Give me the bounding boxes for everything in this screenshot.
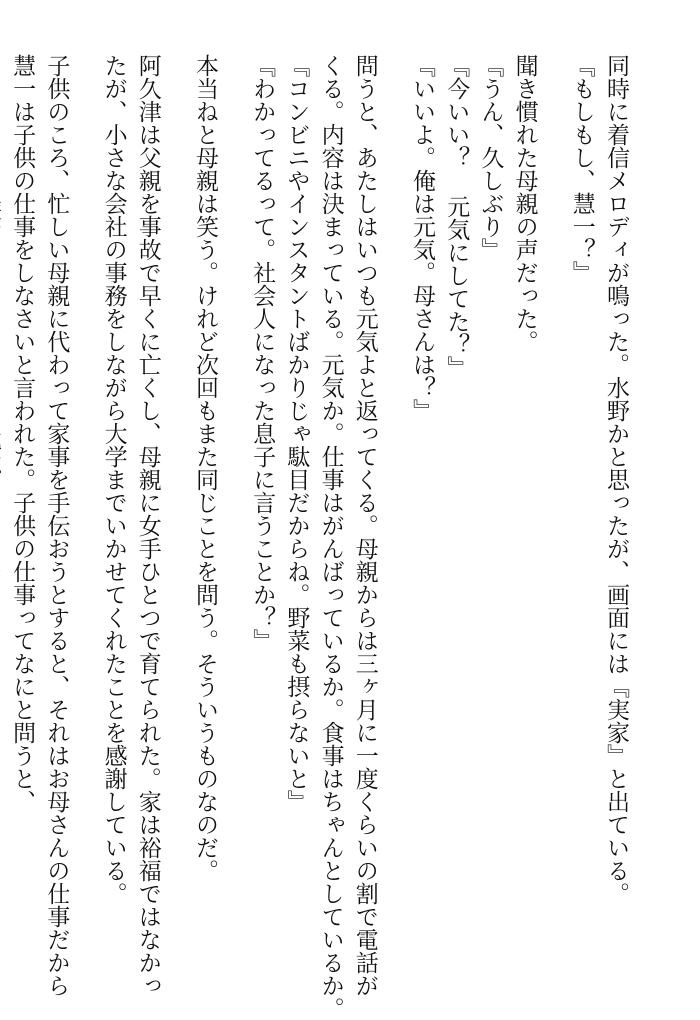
text-line (0, 54, 5, 954)
text-line: 『いいよ。俺は元気。母さんは？』 (408, 54, 435, 422)
text-line: 『今いい？ 元気にしてた？』 (443, 54, 470, 379)
text-line: 『わかってるって。社会人になった息子に言うことか？』 (249, 54, 276, 652)
text-line: 慧一は子供の仕事をしなさいと言われた。子供の仕事ってなにと問うと、 (9, 54, 36, 813)
text-line: 同時に着信メロディが鳴った。水野かと思ったが、画面には『実家』と出ている。 (603, 54, 629, 905)
text-line: 阿久津は父親を事故で早くに亡くし、母親に女手ひとつで育てられた。家は裕福ではなかっ (134, 54, 161, 997)
text-line: くる。内容は決まっている。元気か。仕事はがんばっているか。食事はちゃんとしているか。 (317, 54, 344, 1020)
text-line: 『もしもし、慧一？』 (568, 54, 595, 284)
text-line: 聞き慣れた母親の声だった。 (511, 54, 538, 353)
text-line: 『コンビニやインスタントばかりじゃ駄目だからね。野菜も摂らないと』 (283, 54, 310, 813)
text-line: 本当ねと母親は笑う。けれど次回もまた同じことを問う。そういうものなのだ。 (191, 54, 218, 882)
text-line: 子供のころ、忙しい母親に代わって家事を手伝おうとすると、それはお母さんの仕事だから (43, 54, 70, 997)
text-line: 問うと、あたしはいつも元気よと返ってくる。母親からは三ヶ月に一度くらいの割で電話が (351, 54, 378, 997)
text-line: たが、小さな会社の事務をしながら大学までいかせてくれたことを感謝している。 (100, 54, 127, 905)
vertical-text-block (0, 54, 656, 1020)
text-line: 『うん、久しぶり』 (477, 54, 504, 261)
